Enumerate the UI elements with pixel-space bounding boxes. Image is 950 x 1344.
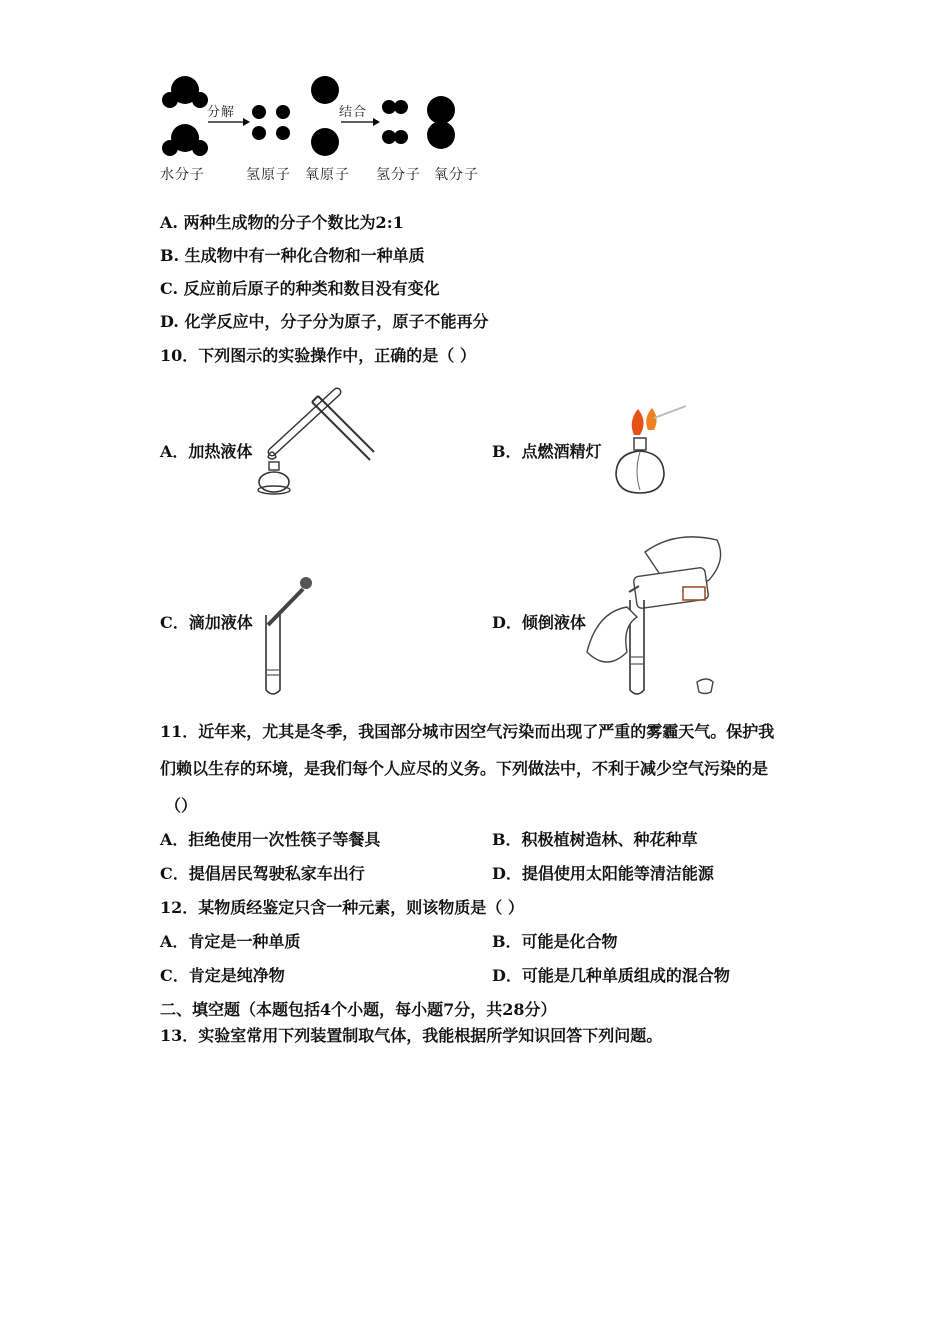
section-2-heading: 二、填空题（本题包括4个小题，每小题7分，共28分） — [160, 1000, 557, 1019]
q10-option-c: C．滴加液体 — [160, 613, 253, 632]
q11-option-a: A．拒绝使用一次性筷子等餐具 — [160, 830, 381, 849]
q9-option-c: C. 反应前后原子的种类和数目没有变化 — [160, 279, 440, 298]
oxygen-molecule-label: 氧分子 — [434, 167, 479, 183]
water-decomposition-diagram — [155, 70, 495, 160]
q12-option-b: B．可能是化合物 — [492, 932, 618, 951]
oxygen-atom-label: 氧原子 — [305, 167, 350, 183]
q12-option-d: D．可能是几种单质组成的混合物 — [492, 966, 730, 985]
q10-option-d: D．倾倒液体 — [492, 613, 586, 632]
q11-line-3: （） — [165, 796, 198, 815]
q12-stem: 12．某物质经鉴定只含一种元素，则该物质是（ ） — [160, 898, 524, 917]
lighting-alcohol-lamp-illustration — [606, 400, 691, 500]
q11-option-b: B．积极植树造林、种花种草 — [492, 830, 698, 849]
heating-liquid-illustration — [252, 382, 377, 497]
q9-option-d: D. 化学反应中，分子分为原子，原子不能再分 — [160, 312, 489, 331]
q11-line-2: 们赖以生存的环境，是我们每个人应尽的义务。下列做法中，不利于减少空气污染的是 — [160, 759, 769, 778]
pouring-liquid-illustration — [585, 532, 730, 697]
combine-label: 结合 — [339, 105, 368, 120]
q13-stem: 13．实验室常用下列装置制取气体，我能根据所学知识回答下列问题。 — [160, 1026, 663, 1045]
dropping-liquid-illustration — [258, 575, 318, 700]
q9-option-b: B. 生成物中有一种化合物和一种单质 — [160, 246, 425, 265]
hydrogen-atoms — [252, 105, 290, 140]
q11-option-c: C．提倡居民驾驶私家车出行 — [160, 864, 365, 883]
oxygen-atoms — [311, 76, 339, 156]
hydrogen-molecule-label: 氢分子 — [376, 167, 421, 183]
molecule-diagram-svg — [155, 70, 495, 160]
water-molecule — [162, 76, 208, 108]
q10-stem: 10．下列图示的实验操作中，正确的是（ ） — [160, 346, 476, 365]
hydrogen-atom-label: 氢原子 — [246, 167, 291, 183]
hydrogen-molecules — [382, 100, 408, 144]
q11-option-d: D．提倡使用太阳能等清洁能源 — [492, 864, 714, 883]
water-molecule — [162, 124, 208, 156]
q12-option-a: A．肯定是一种单质 — [160, 932, 301, 951]
q11-line-1: 11．近年来，尤其是冬季，我国部分城市因空气污染而出现了严重的雾霾天气。保护我 — [160, 722, 775, 741]
q10-option-b: B．点燃酒精灯 — [492, 442, 602, 461]
decompose-label: 分解 — [207, 105, 236, 120]
q9-option-a: A. 两种生成物的分子个数比为2:1 — [160, 213, 404, 232]
q12-option-c: C．肯定是纯净物 — [160, 966, 285, 985]
oxygen-molecule — [427, 96, 455, 149]
q10-option-a: A．加热液体 — [160, 442, 253, 461]
water-molecule-label: 水分子 — [160, 167, 205, 183]
